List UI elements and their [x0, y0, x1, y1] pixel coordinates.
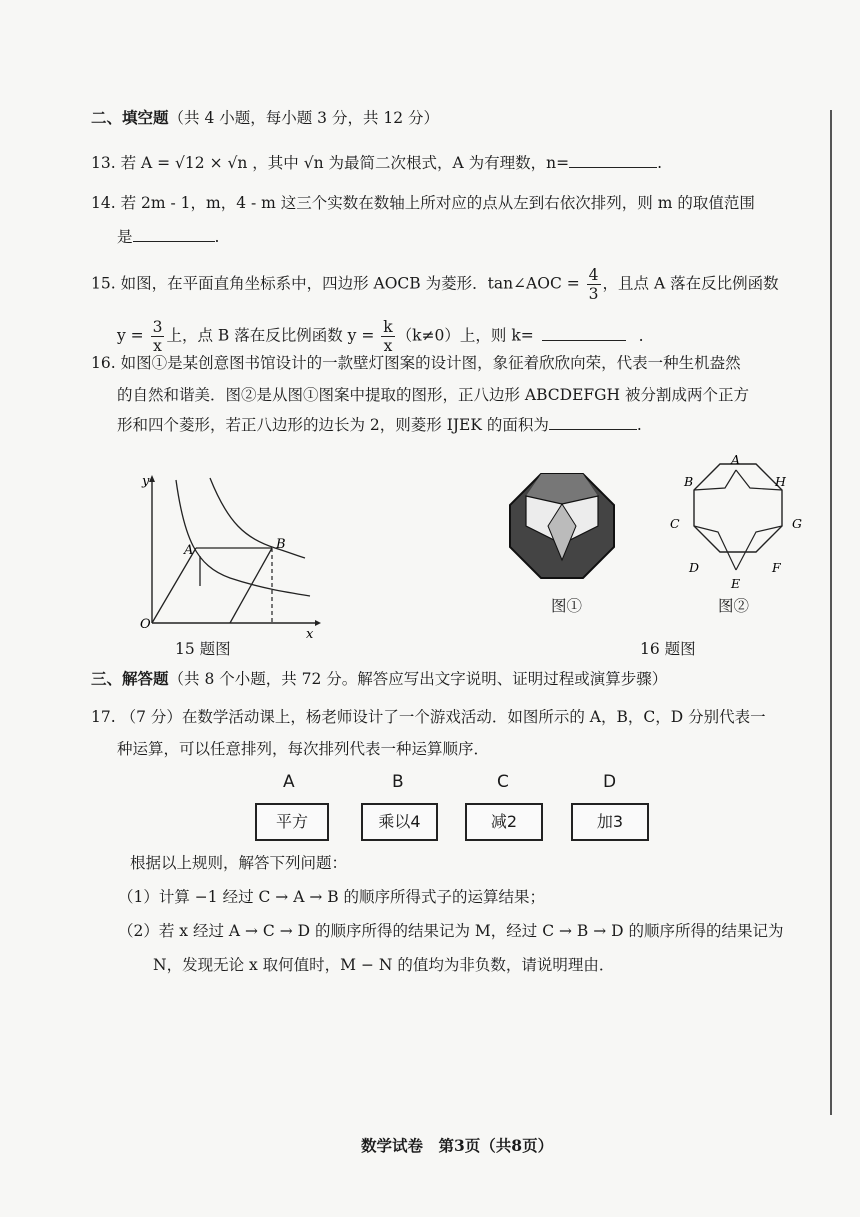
q16-line2: 的自然和谐美．图②是从图①图案中提取的图形，正八边形 ABCDEFGH 被分割成两个正方: [117, 386, 749, 404]
vertex-a: A: [731, 452, 741, 467]
q13-post: .: [657, 154, 663, 172]
q17-sub2-line2: N，发现无论 x 取何值时，M − N 的值均为非负数，请说明理由．: [153, 956, 615, 974]
question-15: [91, 266, 779, 303]
q14-answer-blank[interactable]: [133, 227, 215, 242]
op-box-multiply-4: 乘以4: [361, 803, 438, 841]
op-label-b: B: [392, 772, 404, 792]
question-13: [91, 152, 662, 174]
question-15-line2: [117, 318, 644, 355]
q15-mid: 上，点 B 落在反比例函数 y =: [166, 326, 375, 345]
q17-sub2-line1: （2）若 x 经过 A → C → D 的顺序所得的结果记为 M，经过 C → B → D 的顺序所得的结果记为: [118, 922, 784, 940]
page-footer: 数学试卷 第3页（共8页）: [361, 1136, 554, 1155]
q15-number: 15.: [91, 274, 116, 293]
q16-line1: 如图①是某创意图书馆设计的一款壁灯图案的设计图，象征着欣欣向荣，代表一种生机盎然: [120, 354, 741, 372]
q15-frac3-num: k: [383, 318, 393, 336]
q13-number: 13.: [91, 154, 116, 172]
q14-line2-pre: 是: [117, 228, 133, 246]
label-a: A: [184, 543, 194, 558]
vertex-b: B: [684, 474, 694, 489]
q13-text: 若 A = √12 × √n ，其中 √n 为最简二次根式，A 为有理数，n=: [120, 154, 570, 172]
op-box-square: 平方: [255, 803, 329, 841]
q15-fraction-kx: [381, 318, 394, 355]
question-14-line2: [117, 226, 219, 248]
rhombus-side-oa: [152, 548, 196, 623]
q15-answer-blank[interactable]: [542, 326, 626, 341]
figure-16-1: [506, 470, 618, 582]
curve-3-over-x: [176, 480, 310, 596]
q15-post: （k≠0）上，则 k=: [396, 326, 534, 345]
q15-fraction-tan: [587, 266, 601, 303]
figure-15: [120, 468, 330, 638]
q16-answer-blank[interactable]: [549, 415, 637, 430]
question-16: [91, 352, 741, 374]
op-label-a: A: [283, 772, 295, 792]
q17-rule: 根据以上规则，解答下列问题：: [130, 854, 348, 872]
vertex-c: C: [670, 516, 680, 531]
section-3-heading-row: [91, 668, 667, 690]
q15-frac3-den: x: [383, 337, 393, 355]
vertex-d: D: [689, 560, 700, 575]
label-b: B: [276, 537, 286, 552]
fig16-sub1: 图①: [551, 597, 583, 615]
q17-line2: 种运算，可以任意排列，每次排列代表一种运算顺序．: [117, 740, 490, 758]
q15-end: .: [638, 326, 644, 345]
vertex-e: E: [731, 576, 741, 591]
q14-number: 14.: [91, 194, 116, 212]
y-axis-arrow: [149, 475, 155, 482]
q14-line1: 若 2m - 1，m，4 - m 这三个实数在数轴上所对应的点从左到右依次排列，则 m 的取值范围: [120, 194, 755, 212]
q17-number: 17.: [91, 708, 116, 726]
fig16-sub2: 图②: [718, 597, 750, 615]
label-y: y: [142, 474, 150, 489]
q15-frac2-num: 3: [152, 318, 163, 336]
op-label-d: D: [603, 772, 617, 792]
section-2-heading-row: [91, 107, 439, 129]
section-3-note: （共 8 个小题，共 72 分。解答应写出文字说明、证明过程或演算步骤）: [168, 670, 668, 688]
q15-frac1-num: 4: [588, 266, 599, 284]
op-label-c: C: [497, 772, 509, 792]
label-o: O: [140, 617, 151, 632]
q15-frac1-den: 3: [588, 285, 599, 303]
margin-line: [830, 110, 832, 1115]
fig15-caption: 15 题图: [175, 640, 231, 658]
question-17: [91, 706, 766, 728]
vertex-h: H: [775, 474, 786, 489]
q16-line2-row: [117, 384, 749, 406]
q17-line2-row: [117, 738, 489, 760]
question-14: [91, 192, 755, 214]
op-box-plus-3: 加3: [571, 803, 649, 841]
vertex-f: F: [772, 560, 781, 575]
fig16-caption: 16 题图: [640, 640, 696, 658]
q17-sub1: （1）计算 −1 经过 C → A → B 的顺序所得式子的运算结果；: [118, 888, 546, 906]
q15-line1-post: ，且点 A 落在反比例函数: [602, 274, 779, 293]
section-3-heading: 三、解答题: [91, 669, 169, 688]
op-box-minus-2: 减2: [465, 803, 543, 841]
q16-line3-post: .: [636, 416, 642, 434]
q16-line3-row: [117, 414, 642, 436]
vertex-g: G: [792, 516, 802, 531]
label-x: x: [306, 627, 314, 638]
q15-line1: 如图，在平面直角坐标系中，四边形 AOCB 为菱形．tan∠AOC =: [120, 274, 580, 293]
rhombus-side-bc: [230, 548, 272, 623]
q14-line2-post: .: [214, 228, 220, 246]
q15-y-eq: y =: [117, 326, 144, 345]
inner-segment-left-top: [694, 470, 736, 490]
q17-line1: （7 分）在数学活动课上，杨老师设计了一个游戏活动．如图所示的 A，B，C，D 分别代表一: [120, 708, 766, 726]
q16-line3: 形和四个菱形，若正八边形的边长为 2，则菱形 IJEK 的面积为: [117, 416, 549, 434]
section-2-note: （共 4 小题，每小题 3 分，共 12 分）: [168, 109, 440, 127]
figure-16-2: [670, 450, 810, 595]
q15-frac2-den: x: [153, 337, 162, 355]
x-axis-arrow: [315, 620, 321, 626]
section-2-heading: 二、填空题: [91, 108, 169, 127]
q13-answer-blank[interactable]: [569, 153, 657, 168]
octagon-abcdefgh: [694, 464, 782, 552]
q15-fraction-3x: [151, 318, 165, 355]
q16-number: 16.: [91, 354, 116, 372]
curve-k-over-x: [210, 478, 305, 558]
